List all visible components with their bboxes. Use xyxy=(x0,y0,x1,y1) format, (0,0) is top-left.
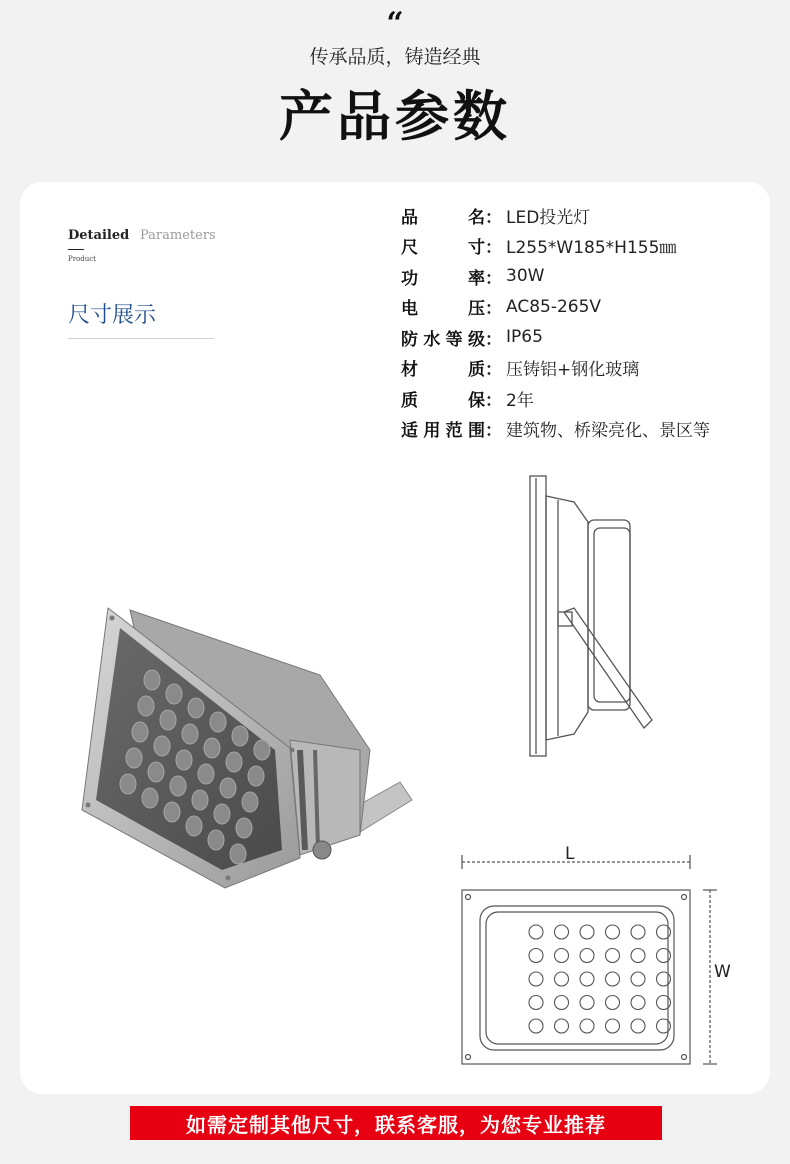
photo-led xyxy=(182,724,198,744)
photo-led xyxy=(120,774,136,794)
photo-led xyxy=(226,752,242,772)
photo-led xyxy=(144,670,160,690)
spec-label: 尺 寸 xyxy=(401,238,485,259)
front-view-drawing xyxy=(444,842,744,1072)
page-title: 产品参数 xyxy=(279,85,511,148)
spec-list xyxy=(401,200,710,444)
led-circle xyxy=(529,972,543,986)
spec-value: 建筑物、桥梁亮化、景区等 xyxy=(506,421,710,442)
led-circle xyxy=(606,1019,620,1033)
product-photo xyxy=(60,600,440,900)
spec-row xyxy=(401,231,710,262)
spec-row xyxy=(401,414,710,445)
led-circle xyxy=(555,949,569,963)
led-circle xyxy=(529,1019,543,1033)
spec-colon: ： xyxy=(485,238,502,259)
spec-colon: ： xyxy=(485,207,502,228)
spec-colon: ： xyxy=(485,390,502,411)
photo-led xyxy=(160,710,176,730)
spec-row xyxy=(401,261,710,292)
photo-led xyxy=(236,818,252,838)
led-circle xyxy=(631,949,645,963)
led-circle xyxy=(631,996,645,1010)
led-circle xyxy=(580,1019,594,1033)
spec-value: AC85-265V xyxy=(506,296,602,317)
spec-value: 压铸铝+钢化玻璃 xyxy=(506,360,640,381)
tab-detailed: Detailed xyxy=(68,228,130,243)
led-circle xyxy=(580,925,594,939)
led-circle xyxy=(529,996,543,1010)
spec-card xyxy=(20,182,770,1094)
spec-row xyxy=(401,292,710,323)
length-label: L xyxy=(565,844,575,864)
photo-led xyxy=(198,764,214,784)
photo-led xyxy=(232,726,248,746)
photo-led xyxy=(176,750,192,770)
led-circle xyxy=(606,925,620,939)
photo-led xyxy=(148,762,164,782)
spec-label: 品 名 xyxy=(401,207,485,228)
spec-label: 防 水 等 级 xyxy=(401,329,485,350)
spec-colon: ： xyxy=(485,329,502,350)
photo-led xyxy=(142,788,158,808)
photo-led xyxy=(204,738,220,758)
photo-led xyxy=(126,748,142,768)
photo-led xyxy=(254,740,270,760)
photo-led xyxy=(220,778,236,798)
page-subtitle: 传承品质，铸造经典 xyxy=(309,46,481,68)
photo-led xyxy=(210,712,226,732)
spec-label: 功 率 xyxy=(401,268,485,289)
led-circle xyxy=(606,996,620,1010)
spec-value: IP65 xyxy=(506,327,543,348)
photo-led xyxy=(214,804,230,824)
led-circle xyxy=(631,1019,645,1033)
spec-value: L255*W185*H155㎜ xyxy=(506,238,677,259)
led-circle xyxy=(555,996,569,1010)
photo-led xyxy=(192,790,208,810)
photo-led xyxy=(132,722,148,742)
tab-underline xyxy=(68,249,84,250)
photo-led xyxy=(248,766,264,786)
photo-led xyxy=(188,698,204,718)
photo-led xyxy=(170,776,186,796)
spec-value: 30W xyxy=(506,266,545,287)
spec-label: 材 质 xyxy=(401,360,485,381)
spec-colon: ： xyxy=(485,268,502,289)
width-label: W xyxy=(714,962,731,982)
spec-label: 质 保 xyxy=(401,390,485,411)
tab-parameters: Parameters xyxy=(140,228,216,243)
spec-colon: ： xyxy=(485,421,502,442)
led-circle xyxy=(555,1019,569,1033)
tab-product: Product xyxy=(68,255,96,263)
spec-row xyxy=(401,383,710,414)
spec-label: 电 压 xyxy=(401,299,485,320)
led-circle xyxy=(529,925,543,939)
led-circle xyxy=(580,972,594,986)
photo-led xyxy=(230,844,246,864)
side-view-drawing xyxy=(518,472,688,762)
led-circle xyxy=(555,925,569,939)
led-circle xyxy=(606,972,620,986)
section-title: 尺寸展示 xyxy=(68,303,157,328)
photo-led xyxy=(186,816,202,836)
spec-row xyxy=(401,322,710,353)
photo-led xyxy=(242,792,258,812)
custom-size-banner: 如需定制其他尺寸，联系客服，为您专业推荐 xyxy=(130,1106,662,1140)
led-circle xyxy=(580,949,594,963)
spec-row xyxy=(401,200,710,231)
photo-led xyxy=(208,830,224,850)
spec-row xyxy=(401,353,710,384)
led-circle xyxy=(631,925,645,939)
photo-led xyxy=(166,684,182,704)
led-circle xyxy=(580,996,594,1010)
led-circle xyxy=(606,949,620,963)
spec-value: LED投光灯 xyxy=(506,207,591,228)
photo-led xyxy=(154,736,170,756)
led-circle xyxy=(529,949,543,963)
led-circle xyxy=(555,972,569,986)
spec-value: 2年 xyxy=(506,390,534,411)
spec-colon: ： xyxy=(485,360,502,381)
led-circle xyxy=(631,972,645,986)
spec-label: 适 用 范 围 xyxy=(401,421,485,442)
quote-mark: “ xyxy=(386,6,404,41)
photo-led xyxy=(138,696,154,716)
spec-colon: ： xyxy=(485,299,502,320)
section-divider xyxy=(68,338,214,339)
photo-led xyxy=(164,802,180,822)
